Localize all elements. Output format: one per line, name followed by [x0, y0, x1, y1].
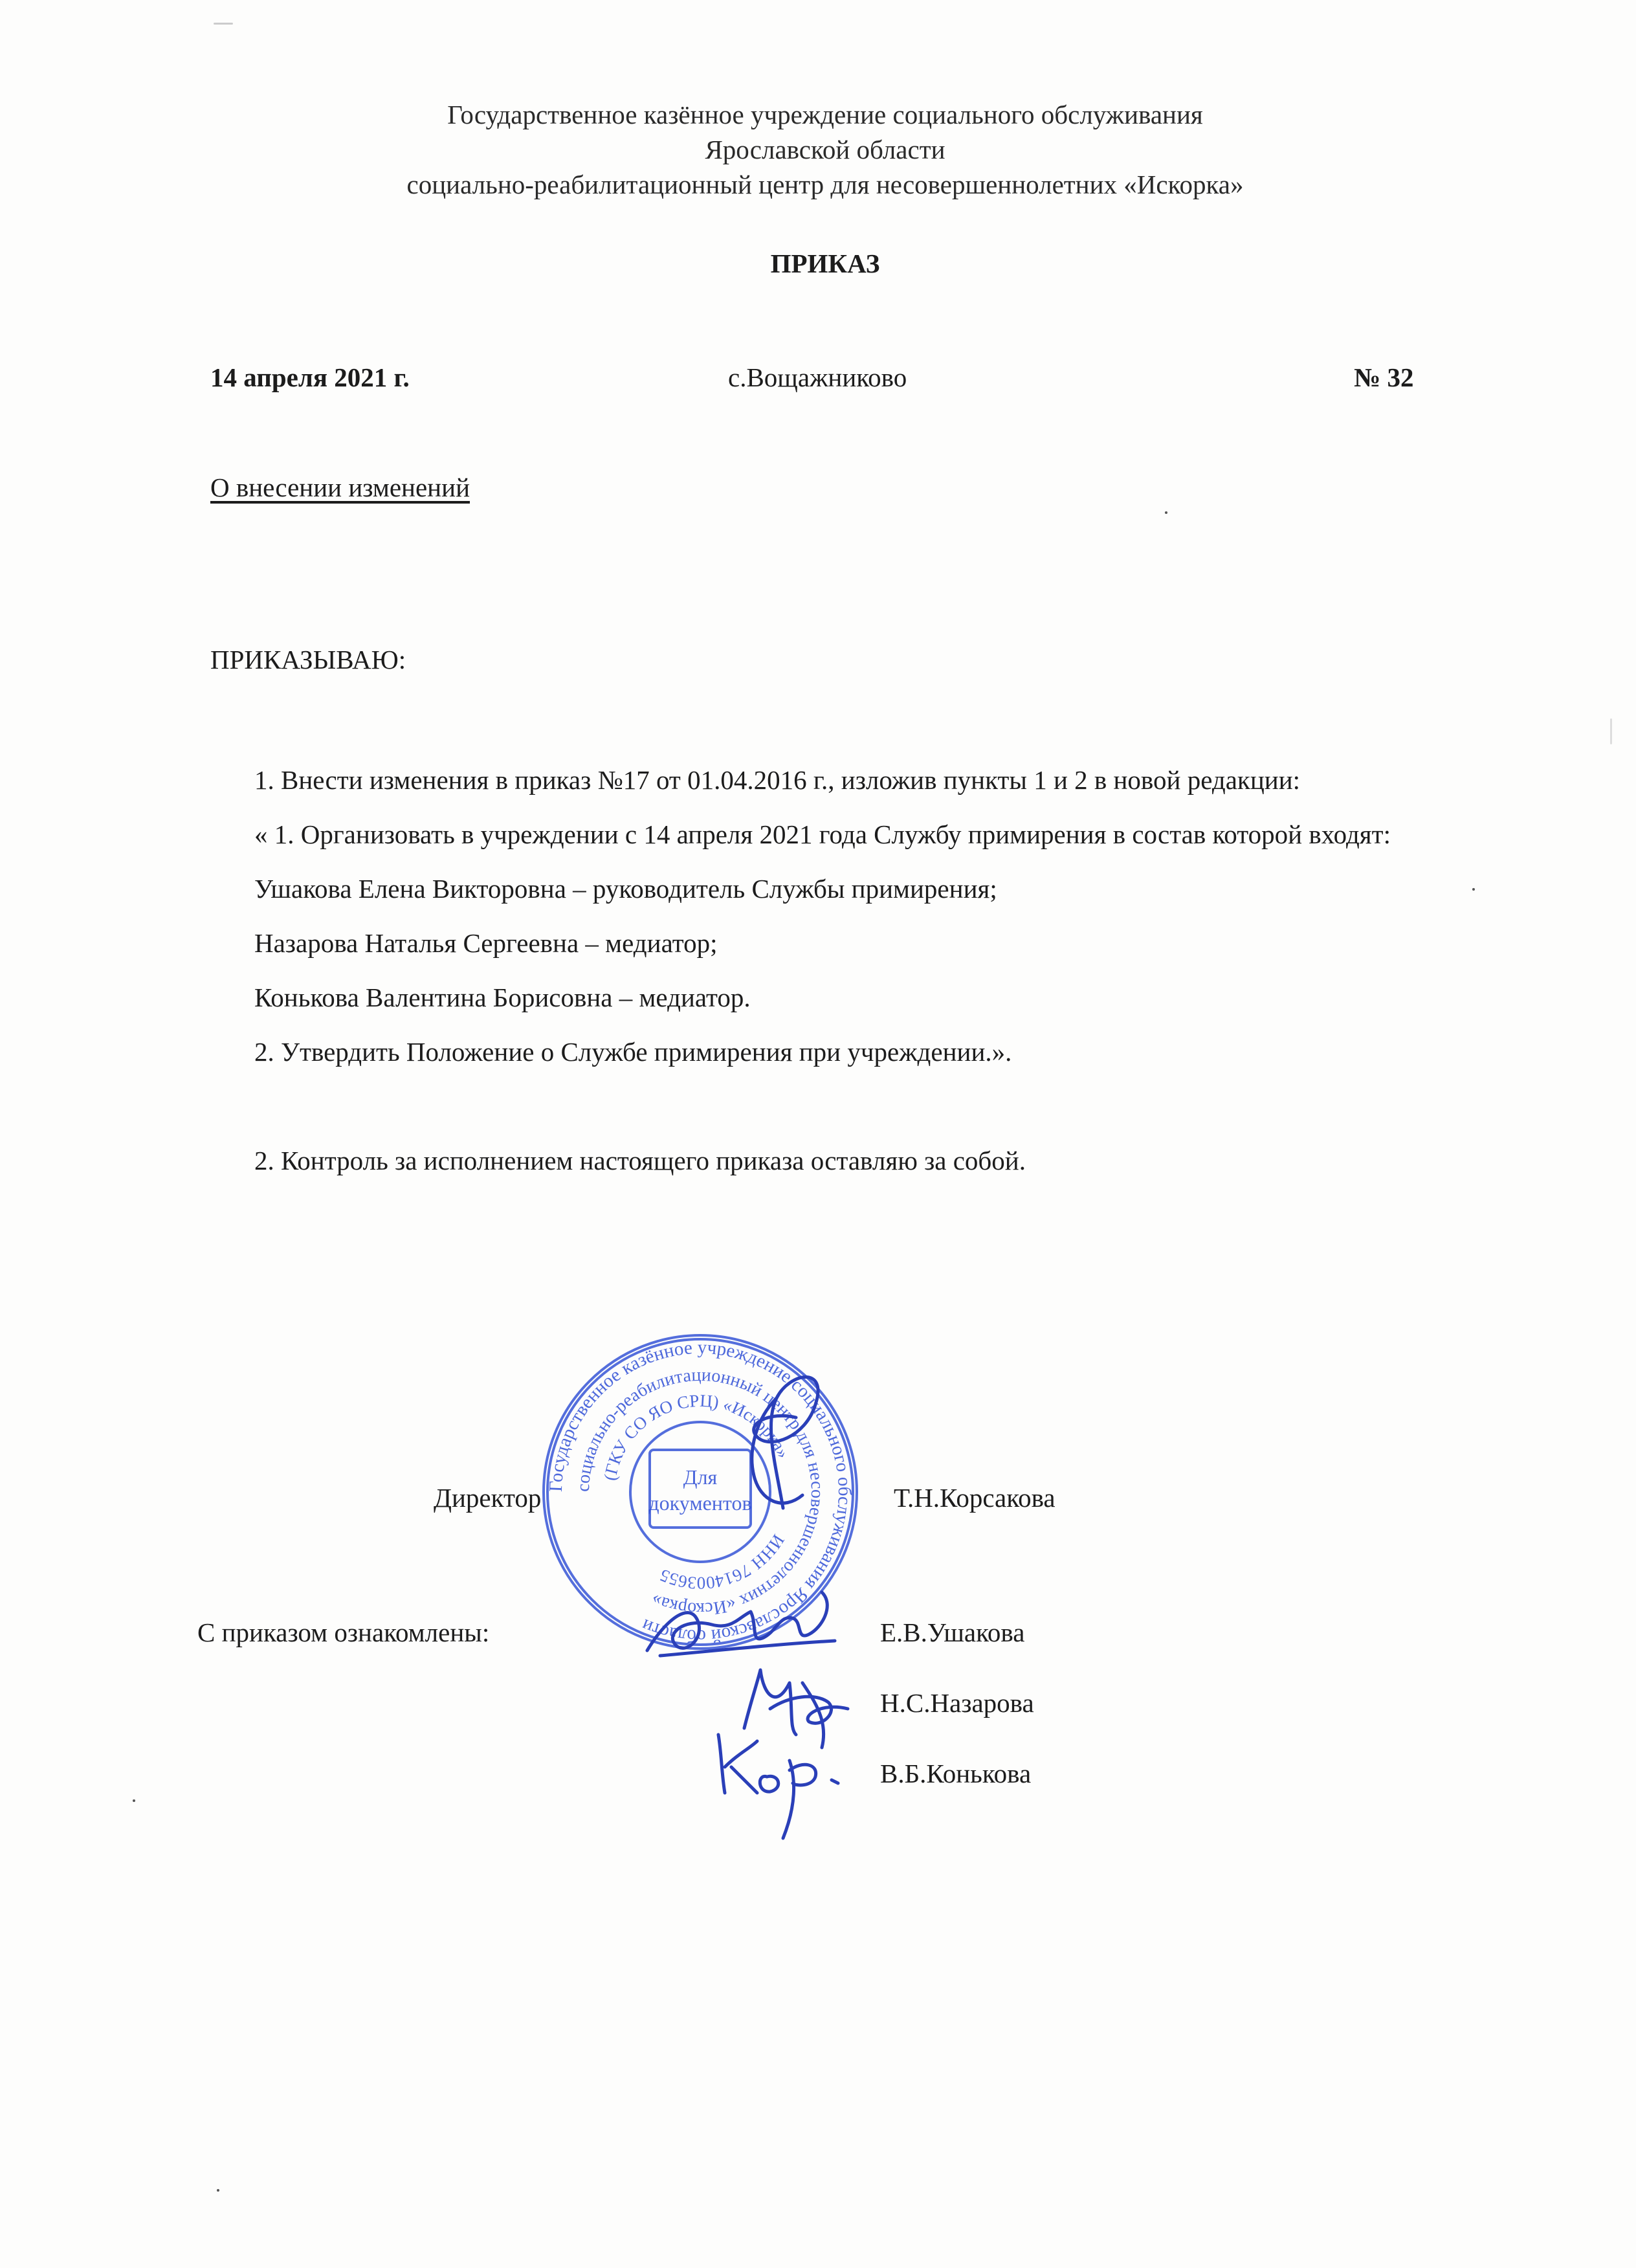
- seal-inn-text: ИНН 7614003655: [657, 1531, 789, 1594]
- acquainted-label: С приказом ознакомлены:: [197, 1618, 490, 1647]
- paragraph-control: 2. Контроль за исполнением настоящего приказа оставляю за собой.: [254, 1146, 1026, 1175]
- seal-center-line-2: документов: [648, 1491, 752, 1515]
- seal-abbr-text: (ГКУ СО ЯО СРЦ) «Искорка»: [600, 1390, 794, 1482]
- seal-inner-text: социально-реабилитационный центр для несовершеннолетних «Искорка»: [573, 1364, 828, 1619]
- organization-header: [194, 97, 1456, 202]
- acquainted-signature-3: [705, 1722, 861, 1845]
- seal-outer-text: Государственное казённое учреждение социального обслуживания Ярославской области: [545, 1337, 856, 1647]
- order-date: 14 апреля 2021 г.: [210, 362, 410, 392]
- director-name: Т.Н.Корсакова: [894, 1483, 1056, 1513]
- order-directive: ПРИКАЗЫВАЮ:: [210, 645, 406, 674]
- director-label: Директор: [434, 1483, 542, 1513]
- member-3: Конькова Валентина Борисовна – медиатор.: [254, 983, 751, 1012]
- header-line-3: социально-реабилитационный центр для несовершеннолетних «Искорка»: [406, 170, 1244, 199]
- order-number: № 32: [1354, 362, 1414, 392]
- header-line-1: Государственное казённое учреждение социального обслуживания: [447, 100, 1203, 129]
- paragraph-approve: 2. Утвердить Положение о Службе примирения при учреждении.».: [254, 1037, 1012, 1067]
- acquainted-name-3: В.Б.Конькова: [880, 1759, 1032, 1788]
- document-title: ПРИКАЗ: [770, 249, 880, 278]
- order-subject: О внесении изменений: [210, 472, 470, 502]
- paragraph-2: « 1. Организовать в учреждении с 14 апреля 2021 года Службу примирения в состав которой входят:: [254, 819, 1391, 849]
- member-2: Назарова Наталья Сергеевна – медиатор;: [254, 928, 718, 958]
- member-1: Ушакова Елена Викторовна – руководитель Службы примирения;: [254, 874, 997, 904]
- acquainted-name-2: Н.С.Назарова: [880, 1688, 1034, 1718]
- header-line-2: Ярославской области: [705, 135, 945, 164]
- director-signature: [686, 1346, 867, 1528]
- acquainted-name-1: Е.В.Ушакова: [880, 1618, 1025, 1647]
- order-place: с.Вощажниково: [728, 362, 907, 392]
- seal-center-line-1: Для: [683, 1465, 718, 1489]
- order-body: [210, 753, 1466, 1188]
- paragraph-1: 1. Внести изменения в приказ №17 от 01.04.2016 г., изложив пункты 1 и 2 в новой редакции:: [254, 765, 1301, 795]
